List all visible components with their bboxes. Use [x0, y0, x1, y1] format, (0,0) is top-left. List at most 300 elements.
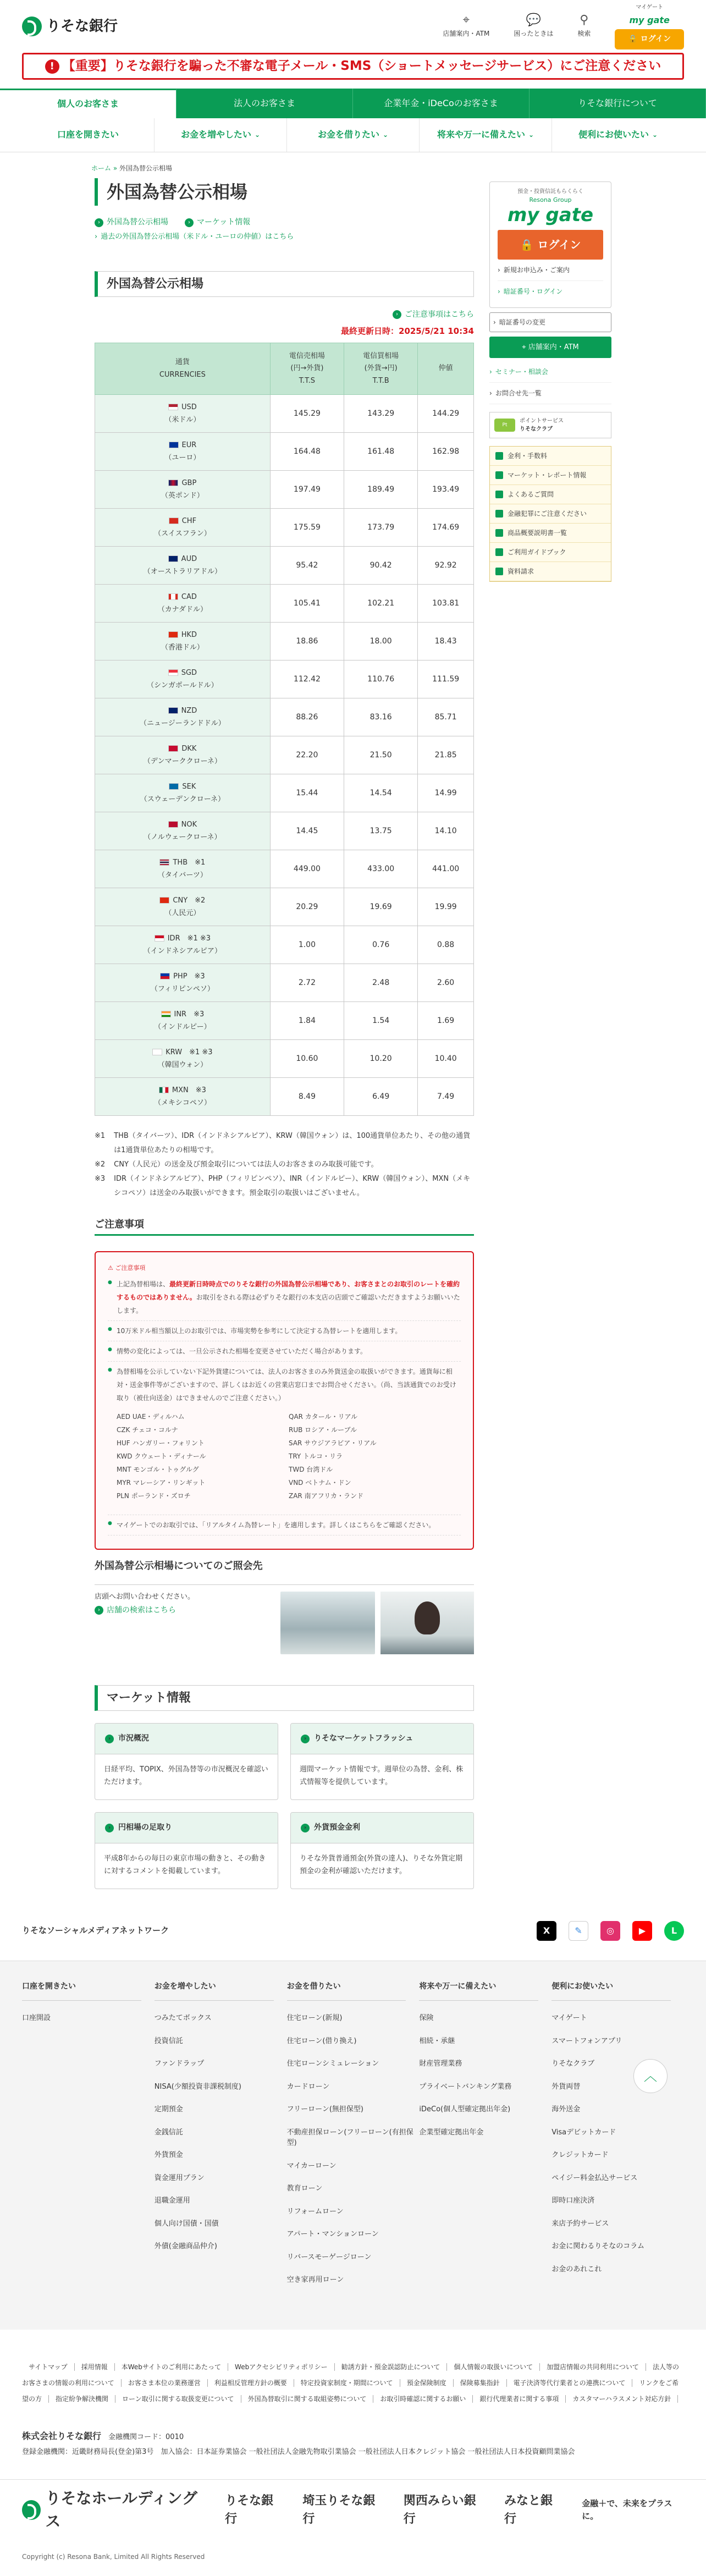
- footer-bottom-link[interactable]: 電子決済等代行業者との連携について: [507, 2379, 633, 2387]
- link-store-search[interactable]: › 店舗の検索はこちら: [95, 1605, 195, 1616]
- currency-cell: NZD （ニュージーランドドル）: [95, 698, 271, 736]
- footer-link[interactable]: 住宅ローンシミュレーション: [286, 2060, 379, 2068]
- caution-item: ● 10万米ドル相当額以上のお取引では、市場実勢を参考にして決定する為替レートを適用します。: [108, 1324, 461, 1341]
- footer-link[interactable]: フリーローン(無担保型): [286, 2105, 363, 2113]
- table-header: 電信売相場 (円→外貨) T.T.S: [270, 343, 344, 395]
- note-icon[interactable]: ✎: [569, 1921, 588, 1941]
- footer-link[interactable]: 空き家再用ローン: [286, 2276, 344, 2284]
- footer-link[interactable]: つみたてボックス: [154, 2014, 212, 2022]
- flag-no-icon: [168, 821, 178, 828]
- rate-ttb: 6.49: [344, 1078, 418, 1116]
- table-row: [95, 547, 474, 585]
- table-header: 電信買相場 (外貨→円) T.T.B: [344, 343, 418, 395]
- footer-bottom-link[interactable]: お取引時確認に関するお願い: [373, 2395, 473, 2403]
- rate-tts: 15.44: [270, 774, 344, 812]
- link-fx-rates[interactable]: › 外国為替公示相場: [95, 217, 168, 228]
- table-row: [95, 926, 474, 964]
- lock-icon: 🔒: [628, 35, 641, 43]
- footer-link[interactable]: リバースモーゲージローン: [286, 2253, 372, 2261]
- rate-tts: 14.45: [270, 812, 344, 850]
- group-bank-saitama[interactable]: 埼玉りそな銀行: [302, 2494, 376, 2526]
- arrow-right-icon: ›: [498, 287, 500, 295]
- sidebar-store-atm[interactable]: ⌖ 店舗案内・ATM: [489, 337, 611, 359]
- flag-ph-icon: [160, 973, 170, 979]
- contact-title: 外国為替公示相場についてのご照会先: [95, 1560, 263, 1572]
- nav-borrow[interactable]: お金を借りたい ⌄: [287, 118, 420, 152]
- table-row: [95, 660, 474, 698]
- caution-item: ● マイゲートでのお取引では、「リアルタイム為替レート」を適用します。詳しくはこちらをご確認ください。: [108, 1515, 461, 1535]
- footer-link[interactable]: 口座開設: [22, 2014, 51, 2022]
- currency-item: VND ベトナム・ドン: [289, 1479, 351, 1487]
- footer-link[interactable]: 即時口座決済: [551, 2197, 595, 2205]
- arrow-right-icon: ›: [489, 368, 492, 376]
- youtube-icon[interactable]: ▶: [632, 1921, 652, 1941]
- table-row: [95, 774, 474, 812]
- arrow-right-icon: ›: [493, 318, 496, 326]
- sidebar-link[interactable]: 金融犯罪にご注意ください: [490, 504, 611, 524]
- footer-link[interactable]: スマートフォンアプリ: [551, 2036, 622, 2045]
- mygate-box: 預金・投資信託もらくらく Resona Group my gate 🔒 ログイン › 新規お申込み・ご案内 › 暗証番号・ログイン: [489, 181, 611, 308]
- footer-link[interactable]: ペイジー料金払込サービス: [551, 2173, 638, 2182]
- table-row: [95, 395, 474, 433]
- table-header: 通貨 CURRENCIES: [95, 343, 271, 395]
- currency-cell: CAD （カナダドル）: [95, 585, 271, 623]
- footer-col: 便利にお使いたい マイゲート スマートフォンアプリ りそなクラブ 外貨両替 海外送金 Visaデビットカード クレジットカード ペイジー料金払込サービス 即時口座決済 来店予約サービス お金に関わるりそなのコラム お金のあれこれ: [551, 1981, 684, 2310]
- fx-rate-table: [95, 343, 474, 1116]
- footer-link[interactable]: iDeCo(個人型確定拠出年金): [419, 2105, 511, 2113]
- nav-grow-money[interactable]: お金を増やしたい ⌄: [155, 118, 287, 152]
- breadcrumb-current: 外国為替公示相場: [119, 164, 173, 172]
- footer-link[interactable]: アパート・マンションローン: [286, 2230, 379, 2238]
- footer-link[interactable]: マイカーローン: [286, 2161, 337, 2170]
- category-nav: [0, 118, 706, 152]
- currency-item: KWD クウェート・ディナール: [117, 1452, 206, 1460]
- caution-box: [95, 1251, 474, 1550]
- footer-nav: [0, 1961, 706, 2330]
- rate-mid: 103.81: [418, 585, 474, 623]
- flag-au-icon: [168, 555, 178, 562]
- staff-photo: [380, 1592, 474, 1654]
- rate-tts: 449.00: [270, 850, 344, 888]
- sns-title: りそなソーシャルメディアネットワーク: [22, 1925, 169, 1936]
- nav-open-account[interactable]: 口座を開きたい: [22, 118, 155, 152]
- group-bank-kansai[interactable]: 関西みらい銀行: [403, 2494, 476, 2526]
- footer-link[interactable]: お金に関わるりそなのコラム: [551, 2242, 645, 2250]
- store-atm-button[interactable]: ⌖ 店舗案内・ATM: [443, 13, 490, 37]
- footer-bottom-link[interactable]: 本Webサイトのご利用にあたって: [115, 2363, 228, 2371]
- sidebar-links: [489, 446, 611, 582]
- footer-link[interactable]: 企業型確定拠出年金: [419, 2128, 484, 2137]
- rate-ttb: 143.29: [344, 395, 418, 433]
- footer-bottom-link[interactable]: 勧誘方針・預金誤認防止について: [335, 2363, 448, 2371]
- sidebar-link[interactable]: 金利・手数料: [490, 447, 611, 466]
- arrow-right-icon: ›: [489, 389, 492, 398]
- sidebar-point-service[interactable]: Pt ポイントサービス りそなクラブ: [489, 412, 611, 438]
- holdings-bar: [0, 2479, 706, 2540]
- currency-cell: INR ※3 （インドルピー）: [95, 1002, 271, 1040]
- currency-cell: GBP （英ポンド）: [95, 471, 271, 509]
- help-button[interactable]: 💬 困ったときは: [514, 13, 554, 37]
- footer-link[interactable]: 外貨預金: [154, 2151, 183, 2159]
- rate-ttb: 433.00: [344, 850, 418, 888]
- sidebar-login-button[interactable]: 🔒 ログイン: [498, 230, 603, 260]
- footer-link[interactable]: 金銭信託: [154, 2128, 183, 2137]
- currency-cell: HKD （香港ドル）: [95, 623, 271, 660]
- currency-item: TRY トルコ・リラ: [289, 1452, 343, 1460]
- footer-bottom-link[interactable]: 加盟店情報の共同利用について: [540, 2363, 646, 2371]
- arrow-right-icon: ›: [393, 310, 401, 319]
- rate-ttb: 18.00: [344, 623, 418, 660]
- currency-item: MNT モンゴル・トゥグルグ: [117, 1466, 199, 1473]
- rate-mid: 14.10: [418, 812, 474, 850]
- footer-bottom-link[interactable]: 指定紛争解決機関: [49, 2395, 115, 2403]
- contact-text: 店頭へお問い合わせください。: [95, 1593, 195, 1601]
- sidebar-link[interactable]: 商品概要説明書一覧: [490, 524, 611, 543]
- rate-ttb: 83.16: [344, 698, 418, 736]
- rate-mid: 162.98: [418, 433, 474, 471]
- resona-logo[interactable]: りそな銀行: [22, 16, 118, 37]
- square-icon: [495, 529, 503, 537]
- footer-bottom-link[interactable]: 個人情報の取扱いについて: [447, 2363, 540, 2371]
- footer-link[interactable]: NISA(少額投資非課税制度): [154, 2082, 241, 2091]
- rate-ttb: 161.48: [344, 433, 418, 471]
- footer-bottom-link[interactable]: Webアクセシビリティポリシー: [228, 2363, 335, 2371]
- footer-bottom-link[interactable]: リンクをご希望の方: [22, 2379, 679, 2403]
- market-card[interactable]: › りそなマーケットフラッシュ 週間マーケット情報です。週単位の為替、金利、株式情報等を提供しています。: [290, 1723, 474, 1800]
- rate-mid: 0.88: [418, 926, 474, 964]
- rate-tts: 112.42: [270, 660, 344, 698]
- sidebar-new-signup[interactable]: › 新規お申込み・ご案内: [498, 260, 603, 281]
- holdings-logo[interactable]: りそなホールディングス: [22, 2487, 205, 2533]
- footer-bottom-link[interactable]: 特定投資家制度・期間について: [294, 2379, 400, 2387]
- rate-tts: 175.59: [270, 509, 344, 547]
- flag-ch-icon: [169, 518, 179, 524]
- flag-in-icon: [161, 1011, 171, 1017]
- flag-nz-icon: [168, 707, 178, 714]
- footer-bottom-link[interactable]: 法人等のお客さまの情報の利用について: [22, 2363, 679, 2387]
- footnote: ※1 THB（タイバーツ）、IDR（インドネシアルピア）、KRW（韓国ウォン）は、100通貨単位あたり、その他の通貨は1通貨単位あたりの相場です。: [95, 1132, 471, 1154]
- footer-bottom-link[interactable]: 採用情報: [75, 2363, 115, 2371]
- currency-cell: CNY ※2 （人民元）: [95, 888, 271, 926]
- flag-id-icon: [155, 935, 164, 942]
- mygate-logo: my gate: [507, 203, 594, 226]
- currency-item: SAR サウジアラビア・リアル: [289, 1439, 377, 1447]
- rate-ttb: 21.50: [344, 736, 418, 774]
- currency-cell: EUR （ユーロ）: [95, 433, 271, 471]
- currency-item: AED UAE・ディルハム: [117, 1413, 185, 1421]
- chevron-down-icon: ⌄: [382, 131, 389, 139]
- resona-logo-icon: [22, 2500, 41, 2520]
- currency-item: RUB ロシア・ルーブル: [289, 1426, 357, 1434]
- rate-ttb: 102.21: [344, 585, 418, 623]
- arrow-right-icon: ›: [95, 1606, 103, 1615]
- rate-mid: 92.92: [418, 547, 474, 585]
- currency-item: CZK チェコ・コルナ: [117, 1426, 178, 1434]
- table-row: [95, 850, 474, 888]
- footer-bottom-link[interactable]: 預金保険制度: [400, 2379, 454, 2387]
- rate-tts: 2.72: [270, 964, 344, 1002]
- table-row: [95, 812, 474, 850]
- chevron-down-icon: ⌄: [652, 131, 658, 139]
- market-card[interactable]: › 円相場の足取り 平成8年からの毎日の東京市場の動きと、その動きに対するコメントを掲載しています。: [95, 1812, 278, 1889]
- currency-cell: IDR ※1 ※3 （インドネシアルピア）: [95, 926, 271, 964]
- rate-mid: 19.99: [418, 888, 474, 926]
- table-row: [95, 698, 474, 736]
- warning-icon: ⚠: [108, 1264, 115, 1272]
- group-bank-resona[interactable]: りそな銀行: [225, 2494, 274, 2526]
- copyright: Copyright (c) Resona Bank, Limited All Rights Reserved: [22, 2553, 205, 2561]
- sidebar-link[interactable]: マーケット・レポート情報: [490, 466, 611, 485]
- footer-link[interactable]: 保険: [419, 2014, 434, 2022]
- footer-link[interactable]: 投資信託: [154, 2036, 183, 2045]
- search-icon: ⚲: [580, 13, 589, 27]
- rate-tts: 22.20: [270, 736, 344, 774]
- audience-nav: [0, 89, 706, 118]
- caution-title: ご注意事項: [95, 1217, 474, 1236]
- footer-link[interactable]: 退職金運用: [154, 2197, 190, 2205]
- chat-bubble-icon: 💬: [526, 13, 542, 27]
- flag-us-icon: [168, 404, 178, 410]
- footer-link[interactable]: ファンドラップ: [154, 2060, 205, 2068]
- arrow-right-icon: ›: [95, 218, 103, 227]
- rate-tts: 1.00: [270, 926, 344, 964]
- chevron-down-icon: ⌄: [528, 131, 534, 139]
- footer-link[interactable]: 来店予約サービス: [551, 2219, 609, 2228]
- square-icon: [495, 548, 503, 556]
- breadcrumb: ホーム » 外国為替公示相場: [91, 164, 173, 172]
- map-pin-icon: ⌖: [462, 13, 470, 27]
- rate-ttb: 2.48: [344, 964, 418, 1002]
- breadcrumb-home[interactable]: ホーム: [91, 164, 112, 172]
- footnote: ※2 CNY（人民元）の送金及び預金取引については法人のお客さまのみ取扱可能です。: [95, 1160, 378, 1169]
- sidebar-link[interactable]: 資料請求: [490, 562, 611, 581]
- sidebar-ask[interactable]: › お問合せ先一覧: [489, 383, 611, 404]
- group-bank-minato[interactable]: みなと銀行: [504, 2494, 553, 2526]
- corporate-info: 株式会社りそな銀行 金融機関コード：0010 登録金融機関：近畿財務局長(登金)第3号 加入協会：日本証券業協会 一般社団法人金融先物取引業協会 一般社団法人日本クレジット協会 一般社団法人日本投資顧問業協会: [22, 2431, 575, 2456]
- sidebar-link[interactable]: ご利用ガイドブック: [490, 543, 611, 562]
- page-title: 外国為替公示相場: [95, 178, 474, 206]
- rate-mid: 2.60: [418, 964, 474, 1002]
- square-icon: [495, 491, 503, 498]
- footer-col: 口座を開きたい 口座開設: [22, 1981, 155, 2310]
- currency-cell: KRW ※1 ※3 （韓国ウォン）: [95, 1040, 271, 1078]
- link-market-info[interactable]: › マーケット情報: [185, 217, 250, 228]
- header-login-button[interactable]: 🔒 ログイン: [615, 29, 684, 49]
- currency-item: MYR マレーシア・リンギット: [117, 1479, 206, 1487]
- sns-bar: [0, 1901, 706, 1961]
- rate-tts: 164.48: [270, 433, 344, 471]
- search-button[interactable]: ⚲ 検索: [577, 13, 591, 37]
- square-icon: [495, 452, 503, 460]
- square-icon: [495, 568, 503, 575]
- sidebar-pw-change[interactable]: › 暗証番号の変更: [489, 312, 611, 332]
- sidebar-seminar[interactable]: › セミナー・相談会: [489, 361, 611, 383]
- mygate-logo: my gate: [629, 15, 670, 25]
- caution-item: ● 上記為替相場は、最終更新日時時点でのりそな銀行の外国為替公示相場であり、お客さまとのお取引のレートを確約するものではありません。お取引をされる際は必ずりそな銀行の本支店の店頭でご確認いただきますようお願いいたします。: [108, 1278, 461, 1321]
- link-past-rates[interactable]: › 過去の外国為替公示相場（米ドル・ユーロの仲値）はこちら: [95, 232, 474, 243]
- table-row: [95, 1078, 474, 1116]
- header: [0, 0, 706, 53]
- square-icon: [495, 510, 503, 518]
- table-row: [95, 623, 474, 660]
- rate-mid: 174.69: [418, 509, 474, 547]
- rate-mid: 144.29: [418, 395, 474, 433]
- section-title-fx: 外国為替公示相場: [95, 271, 474, 297]
- currency-cell: SEK （スウェーデンクローネ）: [95, 774, 271, 812]
- footer-link[interactable]: 外貨両替: [551, 2082, 581, 2091]
- square-icon: [495, 471, 503, 479]
- last-updated: 最終更新日時：2025/5/21 10:34: [341, 326, 474, 336]
- footer-bottom-link[interactable]: ローン取引に関する取扱変更について: [115, 2395, 241, 2403]
- currency-cell: AUD （オーストラリアドル）: [95, 547, 271, 585]
- currency-item: ZAR 南アフリカ・ランド: [289, 1492, 363, 1500]
- footer-link[interactable]: 住宅ローン(新規): [286, 2014, 343, 2022]
- rate-ttb: 10.20: [344, 1040, 418, 1078]
- link-notices[interactable]: › ご注意事項はこちら: [393, 309, 474, 321]
- back-to-top-button[interactable]: [633, 2059, 668, 2093]
- currency-cell: DKK （デンマーククローネ）: [95, 736, 271, 774]
- rate-ttb: 1.54: [344, 1002, 418, 1040]
- instagram-icon[interactable]: ◎: [600, 1921, 620, 1941]
- rate-tts: 105.41: [270, 585, 344, 623]
- sidebar-guide[interactable]: › 暗証番号・ログイン: [498, 287, 563, 295]
- footer-link[interactable]: リフォームローン: [286, 2207, 344, 2216]
- currency-cell: MXN ※3 （メキシコペソ）: [95, 1078, 271, 1116]
- footer-link[interactable]: クレジットカード: [551, 2151, 609, 2159]
- footer-link[interactable]: 個人向け国債・国債: [154, 2219, 219, 2228]
- table-header: 仲値: [418, 343, 474, 395]
- currency-item: PLN ポーランド・ズロチ: [117, 1492, 191, 1500]
- rate-ttb: 110.76: [344, 660, 418, 698]
- footer-link[interactable]: 財産管理業務: [419, 2060, 462, 2068]
- currency-item: QAR カタール・リアル: [289, 1413, 358, 1421]
- footer-bottom-link[interactable]: カスタマーハラスメント対応方針: [566, 2395, 678, 2403]
- chevron-down-icon: ⌄: [254, 131, 261, 139]
- footer-bottom-link[interactable]: お客さま本位の業務運営: [122, 2379, 208, 2387]
- rate-tts: 95.42: [270, 547, 344, 585]
- footer-bottom-link[interactable]: 外国為替取引に関する取組姿勢について: [241, 2395, 374, 2403]
- market-card[interactable]: › 市況概況 日経平均、TOPIX、外国為替等の市況概況を確認いただけます。: [95, 1723, 278, 1800]
- point-icon: Pt: [494, 419, 515, 432]
- footer-link[interactable]: 相続・承継: [419, 2036, 455, 2045]
- footer-link[interactable]: 資金運用プラン: [154, 2173, 205, 2182]
- footer-col: お金を増やしたい つみたてボックス 投資信託 ファンドラップ NISA(少額投資非課税制度) 定期預金 金銭信託 外貨預金 資金運用プラン 退職金運用 個人向け国債・国債 外債(金融商品仲介): [155, 1981, 287, 2310]
- footer-link[interactable]: Visaデビットカード: [551, 2128, 616, 2137]
- chevron-up-icon: ︿: [644, 2068, 657, 2084]
- footer-bottom-link[interactable]: 保険募集指針: [454, 2379, 507, 2387]
- rate-tts: 10.60: [270, 1040, 344, 1078]
- table-row: [95, 1002, 474, 1040]
- x-icon[interactable]: X: [537, 1921, 556, 1941]
- sidebar: [489, 181, 611, 582]
- currency-cell: PHP ※3 （フィリピンペソ）: [95, 964, 271, 1002]
- caution-label: ⚠ ご注意事項: [108, 1264, 146, 1272]
- rate-mid: 10.40: [418, 1040, 474, 1078]
- flag-kr-icon: [152, 1049, 162, 1055]
- arrow-right-icon: ›: [301, 1824, 310, 1832]
- map-pin-icon: ⌖: [522, 343, 528, 351]
- table-row: [95, 585, 474, 623]
- rate-tts: 20.29: [270, 888, 344, 926]
- branch-photo: [280, 1592, 375, 1654]
- footer-link[interactable]: カードローン: [286, 2082, 330, 2091]
- currency-list: [117, 1410, 461, 1502]
- flag-cn-icon: [159, 897, 169, 904]
- market-card[interactable]: › 外貨預金金利 りそな外貨普通預金(外貨の達人)、りそな外貨定期預金の金利が確認いただけます。: [290, 1812, 474, 1889]
- rate-ttb: 13.75: [344, 812, 418, 850]
- footer-link[interactable]: プライベートバンキング業務: [419, 2082, 512, 2091]
- flag-ca-icon: [168, 593, 178, 600]
- flag-th-icon: [159, 859, 169, 866]
- arrow-right-icon: ›: [301, 1735, 310, 1743]
- nav-corporate[interactable]: 法人のお客さま: [176, 89, 353, 118]
- nav-convenient[interactable]: 便利にお使いたい ⌄: [578, 129, 658, 140]
- currency-cell: SGD （シンガポールドル）: [95, 660, 271, 698]
- nav-about[interactable]: りそな銀行について: [530, 89, 706, 118]
- footer-link[interactable]: りそなクラブ: [551, 2060, 595, 2068]
- footer-bottom-link[interactable]: サイトマップ: [22, 2363, 75, 2371]
- main-content: [95, 178, 474, 1889]
- rate-mid: 7.49: [418, 1078, 474, 1116]
- footer-bottom-link[interactable]: 利益相反管理方針の概要: [208, 2379, 294, 2387]
- phishing-alert-banner[interactable]: ! 【重要】りそな銀行を騙った不審な電子メール・SMS（ショートメッセージサービス）にご注意ください: [22, 53, 684, 80]
- footer-link[interactable]: 海外送金: [551, 2105, 581, 2113]
- rate-tts: 18.86: [270, 623, 344, 660]
- rate-ttb: 173.79: [344, 509, 418, 547]
- footer-link[interactable]: お金のあれこれ: [551, 2265, 602, 2274]
- footer-link[interactable]: 住宅ローン(借り換え): [286, 2036, 357, 2045]
- currency-cell: THB ※1 （タイバーツ）: [95, 850, 271, 888]
- currency-item: TWD 台湾ドル: [289, 1466, 333, 1473]
- footnotes: [95, 1129, 474, 1201]
- rate-ttb: 189.49: [344, 471, 418, 509]
- table-row: [95, 736, 474, 774]
- table-row: [95, 471, 474, 509]
- line-icon[interactable]: L: [664, 1921, 684, 1941]
- flag-sg-icon: [168, 669, 178, 676]
- rate-tts: 145.29: [270, 395, 344, 433]
- footnote: ※3 IDR（インドネシアルピア）、PHP（フィリピンペソ）、INR（インドルピー）、KRW（韓国ウォン）、MXN（メキシコペソ）は送金のみ取扱いができます。預金取引の取扱いはございません。: [95, 1175, 471, 1197]
- rate-mid: 18.43: [418, 623, 474, 660]
- nav-pension-ideco[interactable]: 企業年金・iDeCoのお客さま: [353, 89, 530, 118]
- lock-icon: 🔒: [520, 238, 538, 251]
- caution-item: ● 為替相場を公示していない下記外貨建については、法人のお客さまのみ外貨送金の取扱いができます。通貨毎に相対・送金事件等がございますので、詳しくはお近くの営業店窓口までお問合せください。（尚、当該通貨でのお受け取り（被仕向送金）はできませんのでご注意ください。） AED UAE・ディルハム QAR カタール・リアル CZK チェコ・コルナ RUB ロシア・ルーブル HUF ハンガリー・フォリント SAR サウジアラビア・リアル KWD クウェート・ディナール TRY トルコ・リラ MNT モンゴル・トゥグルグ TWD 台湾ドル MYR マレーシア・リンギット VND ベトナム・ドン PLN ポーランド・ズロチ ZAR 南アフリカ・ランド: [108, 1365, 461, 1511]
- rate-tts: 1.84: [270, 1002, 344, 1040]
- flag-gb-icon: [168, 480, 178, 486]
- rate-tts: 88.26: [270, 698, 344, 736]
- flag-hk-icon: [168, 631, 178, 638]
- footer-link[interactable]: マイゲート: [551, 2014, 587, 2022]
- footer-link[interactable]: 定期預金: [154, 2105, 183, 2113]
- rate-mid: 441.00: [418, 850, 474, 888]
- table-row: [95, 509, 474, 547]
- nav-personal[interactable]: 個人のお客さま: [0, 89, 176, 118]
- footer-links: [22, 2359, 682, 2407]
- currency-cell: NOK （ノルウェークローネ）: [95, 812, 271, 850]
- flag-dk-icon: [168, 745, 178, 752]
- slogan: 金融＋で、未来をプラスに。: [582, 2498, 672, 2521]
- caution-item: ● 情勢の変化によっては、一旦公示された相場を変更させていただく場合があります。: [108, 1345, 461, 1362]
- sidebar-link[interactable]: よくあるご質問: [490, 485, 611, 504]
- flag-eu-icon: [169, 442, 179, 448]
- footer-bottom-link[interactable]: 銀行代理業者に関する事項: [473, 2395, 566, 2403]
- footer-link[interactable]: 不動産担保ローン(フリーローン(有担保型): [286, 2128, 413, 2147]
- footer-link[interactable]: 教育ローン: [286, 2184, 323, 2193]
- footer-link[interactable]: 外債(金融商品仲介): [154, 2242, 217, 2250]
- exclamation-icon: !: [45, 59, 59, 74]
- nav-prepare[interactable]: 将来や万一に備えたい ⌄: [420, 118, 552, 152]
- flag-se-icon: [169, 783, 179, 790]
